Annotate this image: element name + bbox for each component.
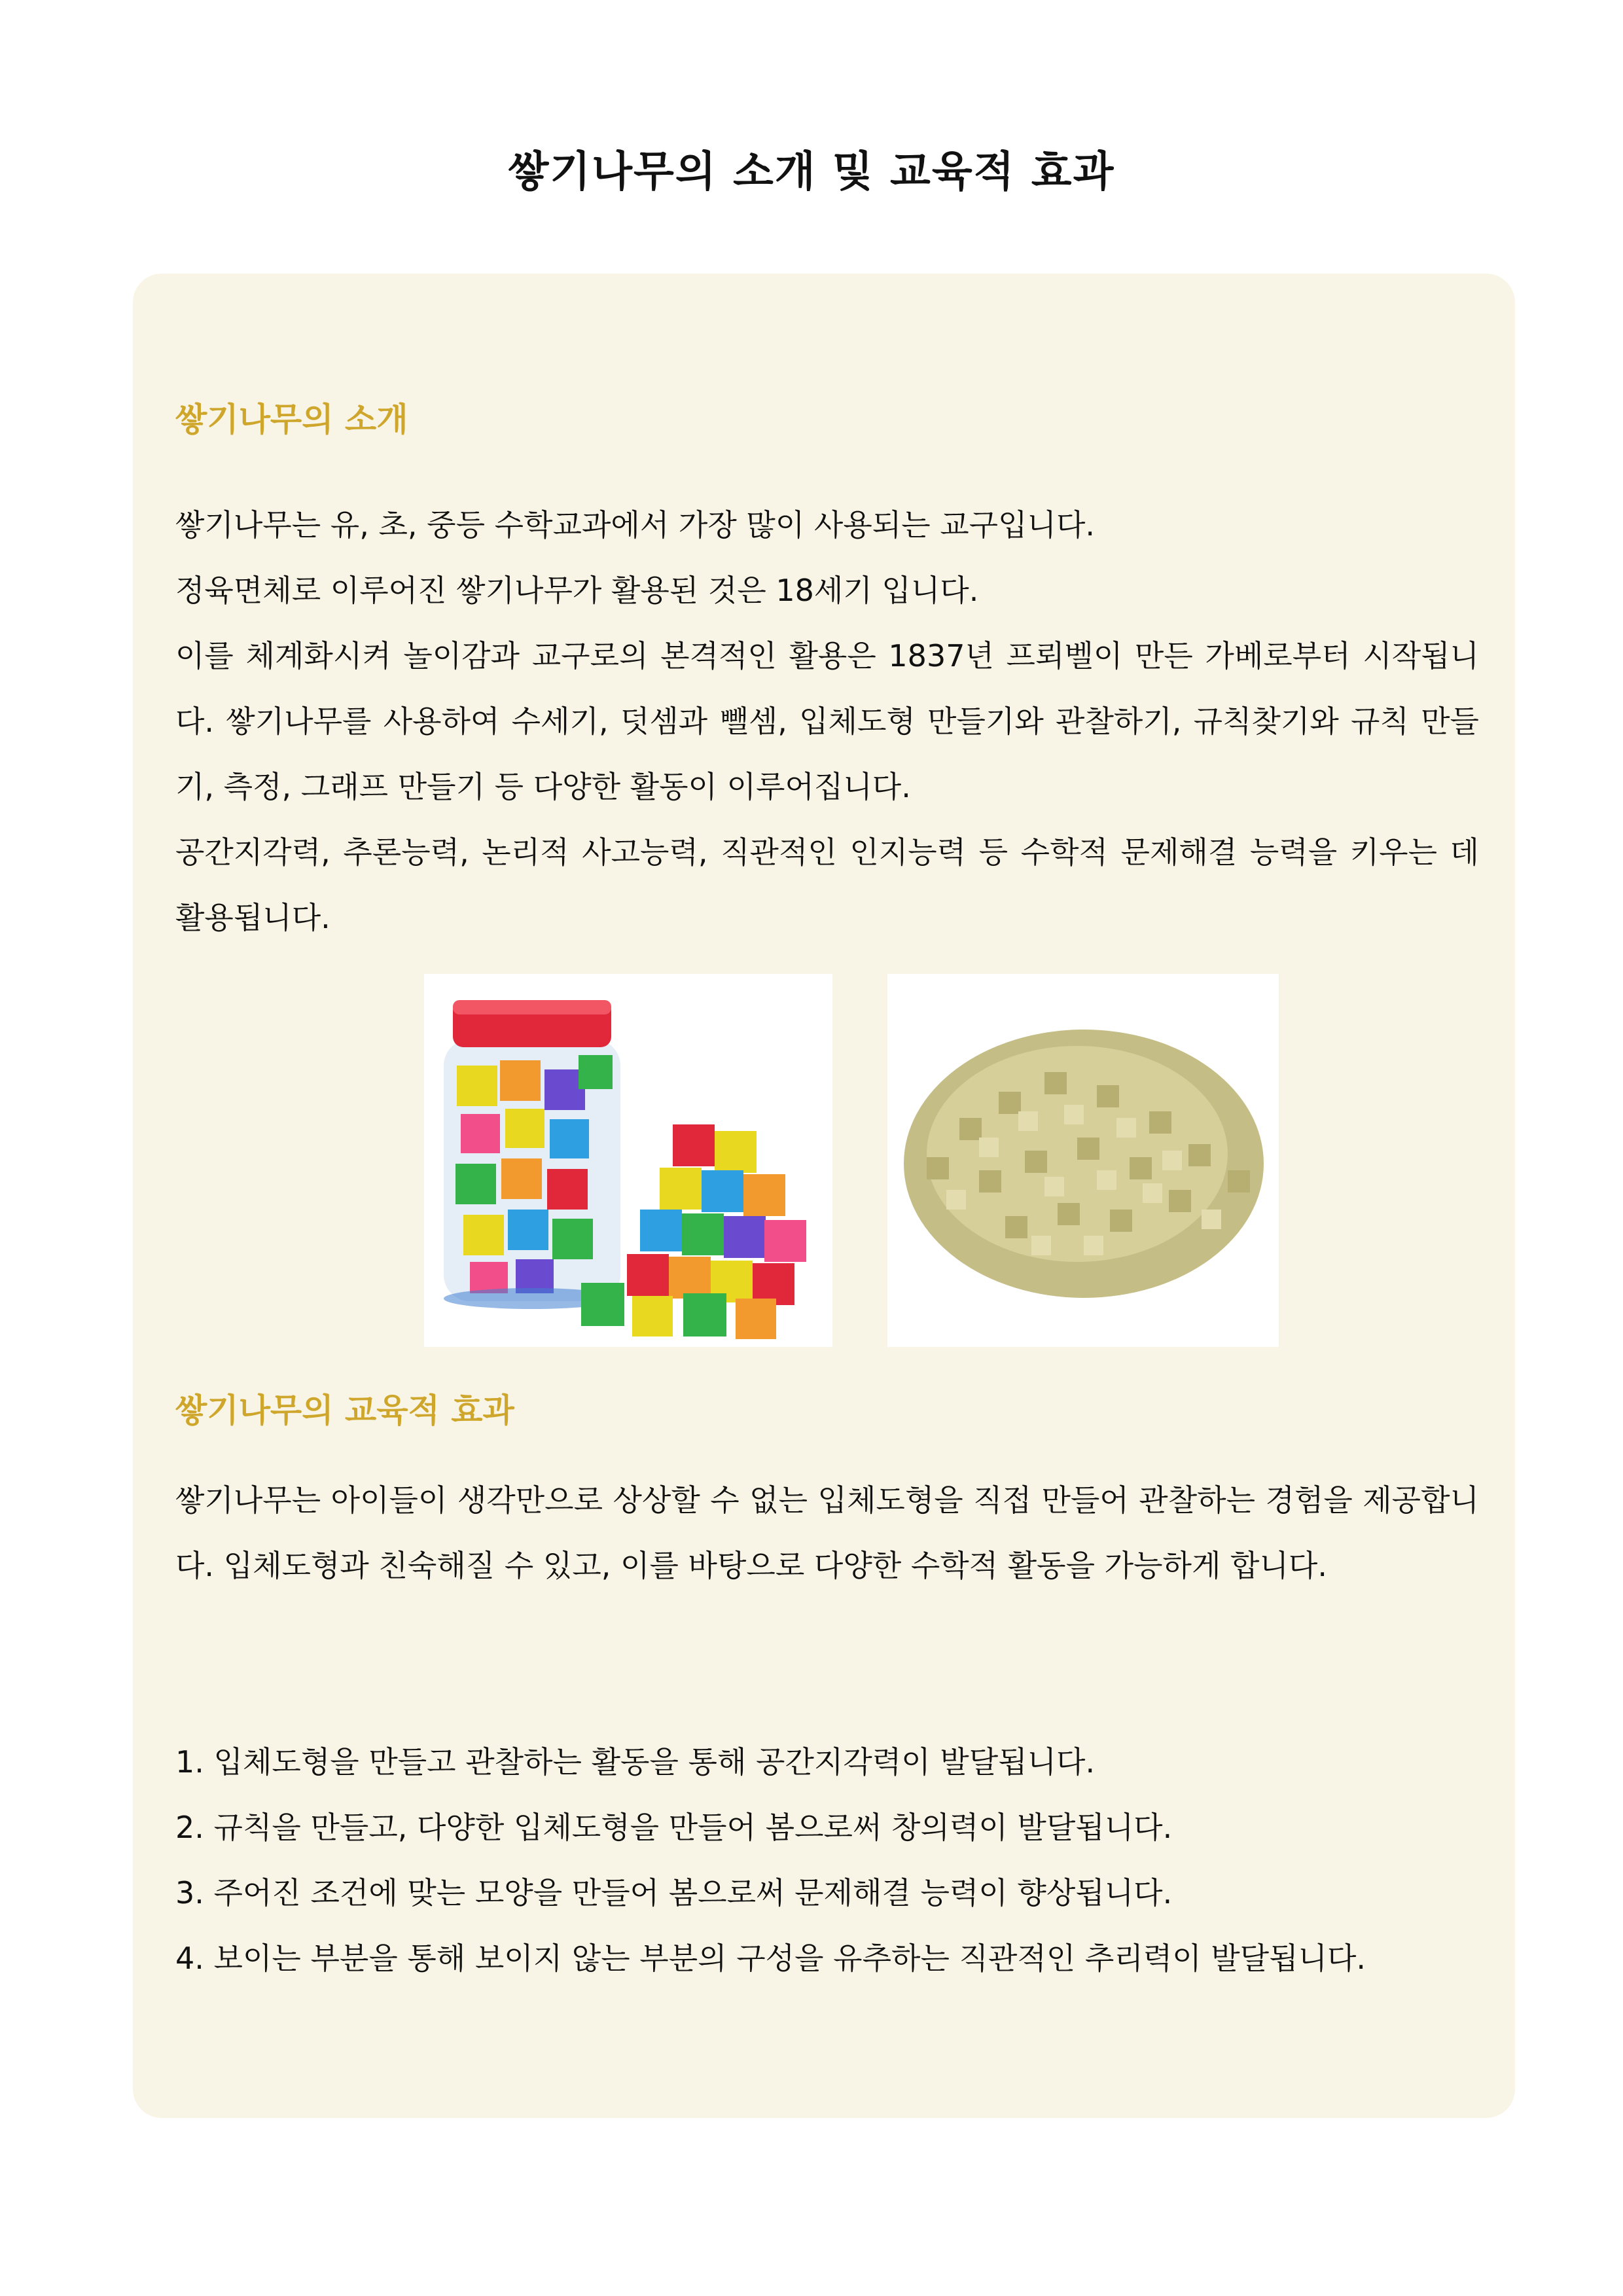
list-item: 1. 입체도형을 만들고 관찰하는 활동을 통해 공간지각력이 발달됩니다.	[175, 1744, 1096, 1780]
list-item: 3. 주어진 조건에 맞는 모양을 만들어 봄으로써 문제해결 능력이 향상됩니다.	[175, 1875, 1173, 1910]
list-item: 2. 규칙을 만들고, 다양한 입체도형을 만들어 봄으로써 창의력이 발달됩니다.	[175, 1810, 1173, 1845]
natural-blocks-photo	[887, 974, 1279, 1347]
list-item: 4. 보이는 부분을 통해 보이지 않는 부분의 구성을 유추하는 직관적인 추리력이 발달됩니다.	[175, 1941, 1366, 1976]
page-title: 쌓기나무의 소개 및 교육적 효과	[508, 148, 1115, 196]
intro-paragraph: 공간지각력, 추론능력, 논리적 사고능력, 직관적인 인지능력 등 수학적 문제해결 능력을 키우는 데 활용됩니다.	[175, 834, 1479, 935]
effects-heading: 쌓기나무의 교육적 효과	[175, 1391, 514, 1429]
effects-paragraph: 쌓기나무는 아이들이 생각만으로 상상할 수 없는 입체도형을 직접 만들어 관찰하는 경험을 제공합니다. 입체도형과 친숙해질 수 있고, 이를 바탕으로 다양한 수학적 활동을 가능하게 합니다.	[175, 1482, 1479, 1583]
effects-list	[175, 1729, 1479, 1991]
intro-text	[175, 492, 1479, 950]
colored-blocks-photo	[424, 974, 832, 1347]
effects-text	[175, 1467, 1479, 1598]
intro-paragraph: 이를 체계화시켜 놀이감과 교구로의 본격적인 활용은 1837년 프뢰벨이 만든 가베로부터 시작됩니다. 쌓기나무를 사용하여 수세기, 덧셈과 뺄셈, 입체도형 만들기와 관찰하기, 규칙찾기와 규칙 만들기, 측정, 그래프 만들기 등 다양한 활동이 이루어집니다.	[175, 638, 1479, 804]
natural-wood-blocks-illustration	[887, 974, 1279, 1347]
intro-paragraph: 정육면체로 이루어진 쌓기나무가 활용된 것은 18세기 입니다.	[175, 573, 979, 608]
intro-paragraph: 쌓기나무는 유, 초, 중등 수학교과에서 가장 많이 사용되는 교구입니다.	[175, 507, 1096, 543]
colored-blocks-jar-illustration	[424, 974, 832, 1347]
intro-heading: 쌓기나무의 소개	[175, 401, 408, 439]
